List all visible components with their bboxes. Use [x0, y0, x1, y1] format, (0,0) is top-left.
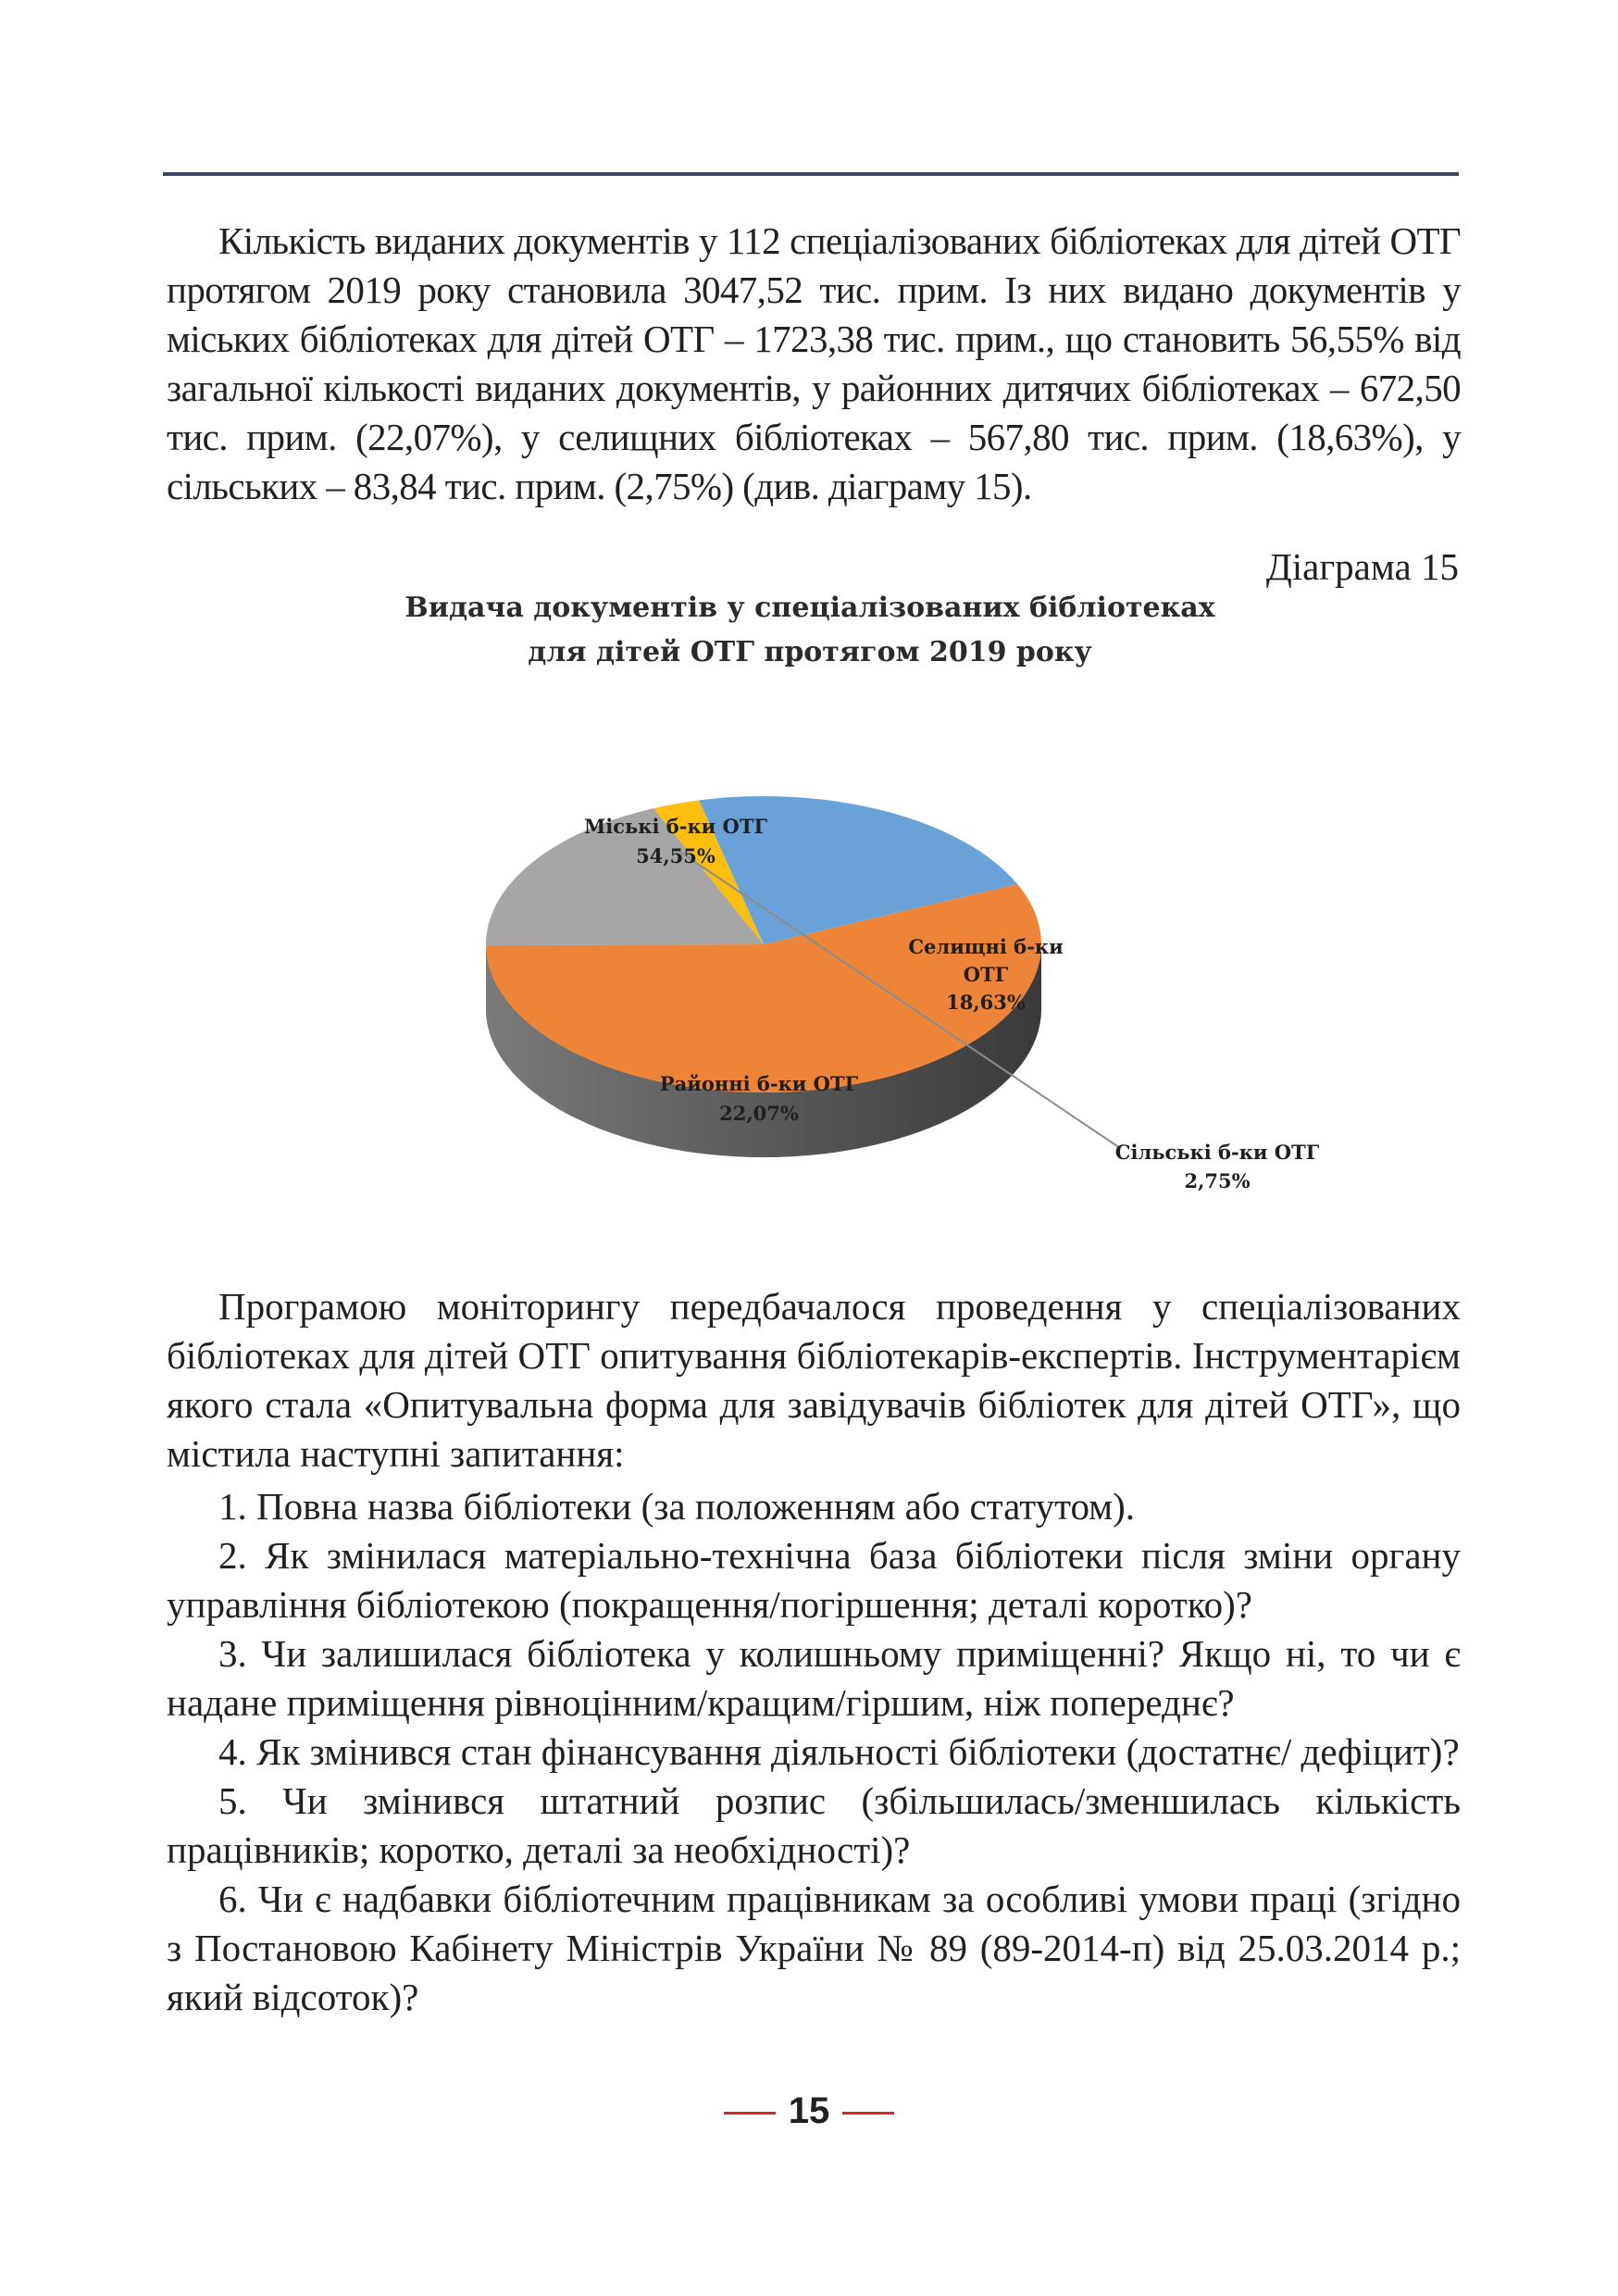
intro-text: Кількість виданих документів у 112 спеціалізованих бібліотеках для дітей ОТГ протягом 2019 року становила 3047,52 тис. прим. Із них видано документів у міських бібліотеках для дітей ОТГ – 1723,38 тис. прим., що становить 56,55% від загальної кількості виданих документів, у районних дитячих бібліотеках – 672,50 тис. прим. (22,07%), у селищних бібліотеках – 567,80 тис. прим. (18,63%), у сільських – 83,84 тис. прим. (2,75%) (див. діаграму 15). — [167, 219, 1461, 507]
page-number — [0, 2090, 1618, 2132]
pie-chart — [435, 796, 1481, 1241]
question-3: 3. Чи залишилася бібліотека у колишньому приміщенні? Якщо ні, то чи є надане приміщення рівноцінним/кращим/гіршим, ніж попереднє? — [167, 1632, 1461, 1724]
page-number-value: 15 — [788, 2090, 830, 2131]
header-rule — [163, 172, 1459, 176]
label-selyshchni-value: 18,63% — [946, 991, 1026, 1014]
question-1: 1. Повна назва бібліотеки (за положенням або статутом). — [218, 1485, 1136, 1528]
page-number-dash-right — [842, 2112, 894, 2115]
chart-title-line-2: для дітей ОТГ протягом 2019 року — [528, 636, 1092, 668]
label-raionni-name: Районні б-ки ОТГ — [659, 1072, 859, 1095]
label-selyshchni-name: Селищні б-ки — [908, 935, 1064, 958]
label-selyshchni-name-2: ОТГ — [963, 963, 1009, 986]
intro-paragraph — [167, 217, 1461, 511]
question-6: 6. Чи є надбавки бібліотечним працівникам за особливі умови праці (згідно з Постановою Кабінету Міністрів України № 89 (89-2014-п) від 25.03.2014 р.; який відсоток)? — [167, 1878, 1461, 2018]
label-silski-name: Сільські б-ки ОТГ — [1114, 1141, 1320, 1164]
questions-list — [167, 1482, 1461, 2022]
label-miski-name: Міські б-ки ОТГ — [584, 815, 767, 838]
chart-title — [305, 586, 1314, 675]
label-silski-value: 2,75% — [1184, 1169, 1251, 1192]
page-number-dash-left — [724, 2112, 776, 2115]
chart-title-line-1: Видача документів у спеціалізованих бібліотеках — [404, 592, 1215, 624]
survey-paragraph — [167, 1282, 1461, 1479]
diagram-caption: Діаграма 15 — [1265, 545, 1459, 588]
label-raionni-value: 22,07% — [719, 1102, 799, 1125]
question-2: 2. Як змінилася матеріально-технічна база бібліотеки після зміни органу управління бібліотекою (покращення/погіршення; деталі коротко)? — [167, 1534, 1461, 1626]
question-4: 4. Як змінився стан фінансування діяльності бібліотеки (достатнє/ дефіцит)? — [218, 1730, 1460, 1773]
survey-text: Програмою моніторингу передбачалося проведення у спеціалізованих бібліотеках для дітей ОТГ опитування бібліотекарів-експертів. Інструментарієм якого стала «Опитувальна форма для завідувачів бібліотек для дітей ОТГ», що містила наступні запитання: — [167, 1285, 1461, 1475]
label-miski-value: 54,55% — [636, 844, 716, 867]
question-5: 5. Чи змінився штатний розпис (збільшилась/зменшилась кількість працівників; коротко, деталі за необхідності)? — [167, 1779, 1461, 1871]
